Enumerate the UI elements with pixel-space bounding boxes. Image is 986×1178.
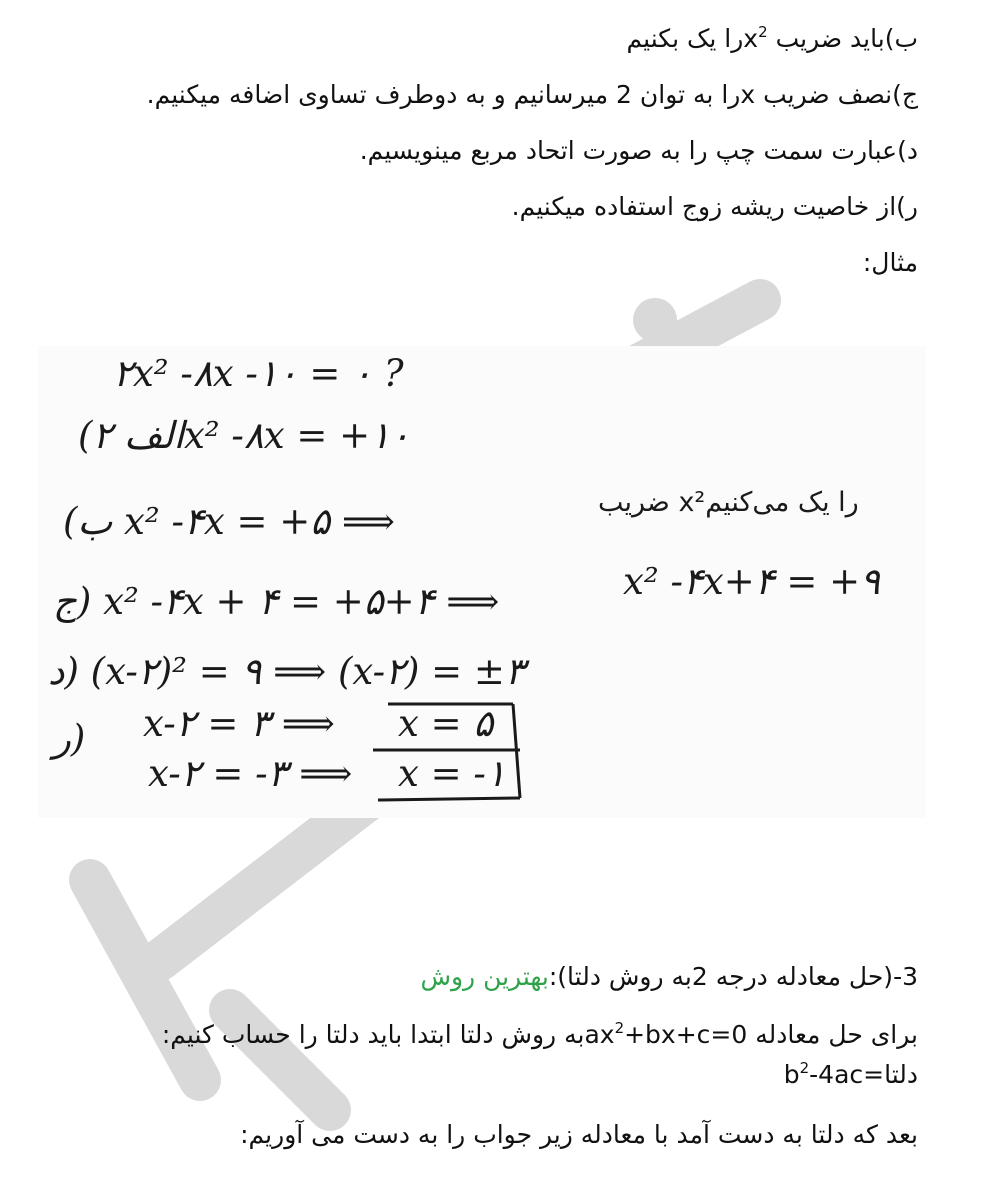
step-b: ب)باید ضریب $x^2را$ یک بکنیم bbox=[626, 23, 918, 53]
example-label: مثال: bbox=[862, 248, 918, 277]
section3-title: 3-(حل معادله درجه 2به روش دلتا):بهترین روش bbox=[420, 962, 918, 991]
hw-line-1: ۲x² -۸x -۱۰ = ۰ ? bbox=[113, 352, 404, 395]
step-j: ج)نصف ضریب xرا به توان 2 میرسانیم و به دوطرف تساوی اضافه میکنیم. bbox=[146, 80, 918, 109]
hw-line-4-left: ج) x² -۴x + ۴ = +۵+۴ ⟹ bbox=[53, 580, 500, 623]
best-method-highlight: بهترین روش bbox=[420, 962, 549, 991]
hw-line-2: (الف ۲x² -۸x = +۱۰ bbox=[78, 414, 410, 457]
hw-line-3-note: ضریب x²را یک می‌کنیم bbox=[598, 487, 859, 518]
hw-line-6a-result: x = ۵ bbox=[398, 702, 494, 745]
hw-line-6-label: ر) bbox=[53, 717, 86, 760]
section3-after: بعد که دلتا به دست آمد با معادله زیر جواب را به دست می آوریم: bbox=[240, 1120, 918, 1149]
hw-line-6b: x-۲ = -۳ ⟹ bbox=[148, 752, 353, 795]
hw-line-5: د) (x-۲)² = ۹ ⟹ (x-۲) = ±۳ bbox=[48, 650, 525, 693]
step-d: د)عبارت سمت چپ را به صورت اتحاد مربع مینویسیم. bbox=[359, 136, 918, 165]
hw-line-3: (ب x² -۴x = +۵ ⟹ bbox=[63, 500, 395, 543]
hw-line-6b-result: x = -۱ bbox=[398, 752, 506, 795]
hw-line-6a: x-۲ = ۳ ⟹ bbox=[143, 702, 335, 745]
handwritten-example bbox=[38, 346, 926, 818]
section3-intro: برای حل معادله $ax^2+bx+c=0به$ روش دلتا ابتدا باید دلتا را حساب کنیم: bbox=[161, 1019, 918, 1049]
step-r: ر)از خاصیت ریشه زوج استفاده میکنیم. bbox=[511, 192, 918, 221]
hw-line-4-right: x² -۴x+۴ = +۹ bbox=[623, 560, 880, 603]
delta-formula: $دلتا=b^2-4ac$ bbox=[783, 1059, 918, 1089]
